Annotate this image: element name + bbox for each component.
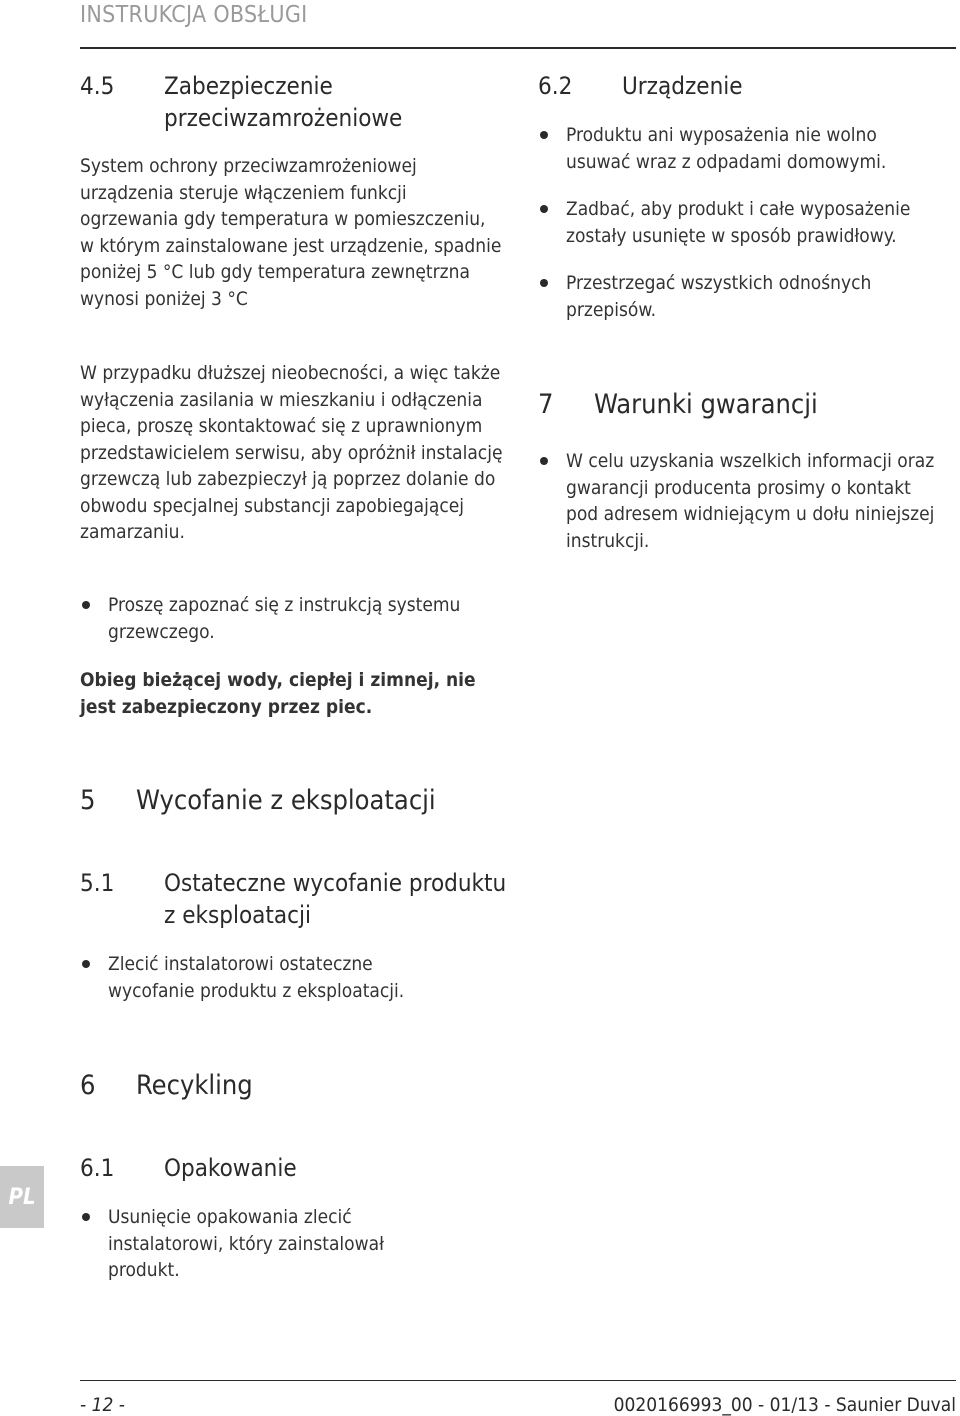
footer-divider	[80, 1380, 956, 1381]
bullet-icon	[540, 205, 548, 213]
list-item	[80, 592, 510, 646]
header-divider	[80, 47, 956, 49]
section-number: 6.1	[80, 1154, 115, 1182]
list-item-text: Zadbać, aby produkt i całe wyposażenie zostały usunięte w sposób prawidłowy.	[566, 198, 911, 247]
section-7-heading	[538, 388, 938, 424]
section-4-5-heading	[80, 70, 520, 134]
section-number: 5	[80, 785, 96, 816]
section-title: Warunki gwarancji	[594, 389, 818, 420]
note-bold: Obieg bieżącej wody, ciepłej i zimnej, nie jest zabezpieczony przez piec.	[80, 669, 476, 718]
section-6-heading	[80, 1069, 520, 1105]
list-item	[538, 196, 948, 250]
bullet-icon	[82, 1213, 90, 1221]
bullet-icon	[540, 131, 548, 139]
section-5-heading	[80, 784, 520, 820]
list-item	[538, 122, 948, 176]
page-number: - 12 -	[80, 1394, 125, 1416]
section-title: Opakowanie	[164, 1154, 297, 1182]
list-item	[80, 1204, 510, 1284]
section-number: 6.2	[538, 72, 573, 100]
list-item-text: Zlecić instalatorowi ostateczne wycofanie produktu z eksploatacji.	[108, 953, 405, 1002]
section-title: Zabezpieczenie przeciwzamrożeniowe	[164, 72, 403, 132]
bullet-icon	[82, 960, 90, 968]
header-title: INSTRUKCJA OBSŁUGI	[80, 2, 308, 28]
list-item-text: Produktu ani wyposażenia nie wolno usuwać wraz z odpadami domowymi.	[566, 124, 887, 173]
section-title: Recykling	[136, 1070, 253, 1101]
list-item-text: Usunięcie opakowania zlecić instalatorowi, który zainstalował produkt.	[108, 1206, 384, 1281]
section-number: 5.1	[80, 869, 115, 897]
section-title: Urządzenie	[622, 72, 743, 100]
language-tab	[0, 1166, 44, 1228]
section-title: Wycofanie z eksploatacji	[136, 785, 436, 816]
language-label: PL	[8, 1184, 36, 1210]
section-title: Ostateczne wycofanie produktu z eksploatacji	[164, 869, 507, 929]
bullet-icon	[540, 279, 548, 287]
bullet-icon	[82, 601, 90, 609]
list-item	[538, 448, 948, 556]
section-number: 4.5	[80, 72, 115, 100]
section-number: 7	[538, 389, 554, 420]
section-5-1-heading	[80, 867, 520, 931]
paragraph-absence: W przypadku dłuższej nieobecności, a więc także wyłączenia zasilania w mieszkaniu i odłączenia pieca, proszę skontaktować się z uprawnionym przedstawicielem serwisu, aby opróżnił instalację grzewczą lub zabezpieczył ją poprzez dolanie do obwodu specjalnej substancji zapobiegającej zamarzaniu.	[80, 362, 503, 543]
section-6-1-heading	[80, 1152, 520, 1184]
list-item-text: W celu uzyskania wszelkich informacji oraz gwarancji producenta prosimy o kontakt pod adresem widniejącym u dołu niniejszej instrukcji.	[566, 450, 935, 552]
paragraph-frost-protection: System ochrony przeciwzamrożeniowej urządzenia steruje włączeniem funkcji ogrzewania gdy temperatura w pomieszczeniu, w którym zainstalowane jest urządzenie, spadnie poniżej 5 °C lub gdy temperatura zewnętrzna wynosi poniżej 3 °C	[80, 155, 502, 310]
document-reference: 0020166993_00 - 01/13 - Saunier Duval	[613, 1394, 956, 1416]
list-item-text: Przestrzegać wszystkich odnośnych przepisów.	[566, 272, 872, 321]
list-item	[538, 270, 948, 324]
bullet-icon	[540, 457, 548, 465]
list-item	[80, 951, 510, 1005]
section-6-2-heading	[538, 70, 938, 102]
section-number: 6	[80, 1070, 96, 1101]
list-item-text: Proszę zapoznać się z instrukcją systemu grzewczego.	[108, 594, 461, 643]
